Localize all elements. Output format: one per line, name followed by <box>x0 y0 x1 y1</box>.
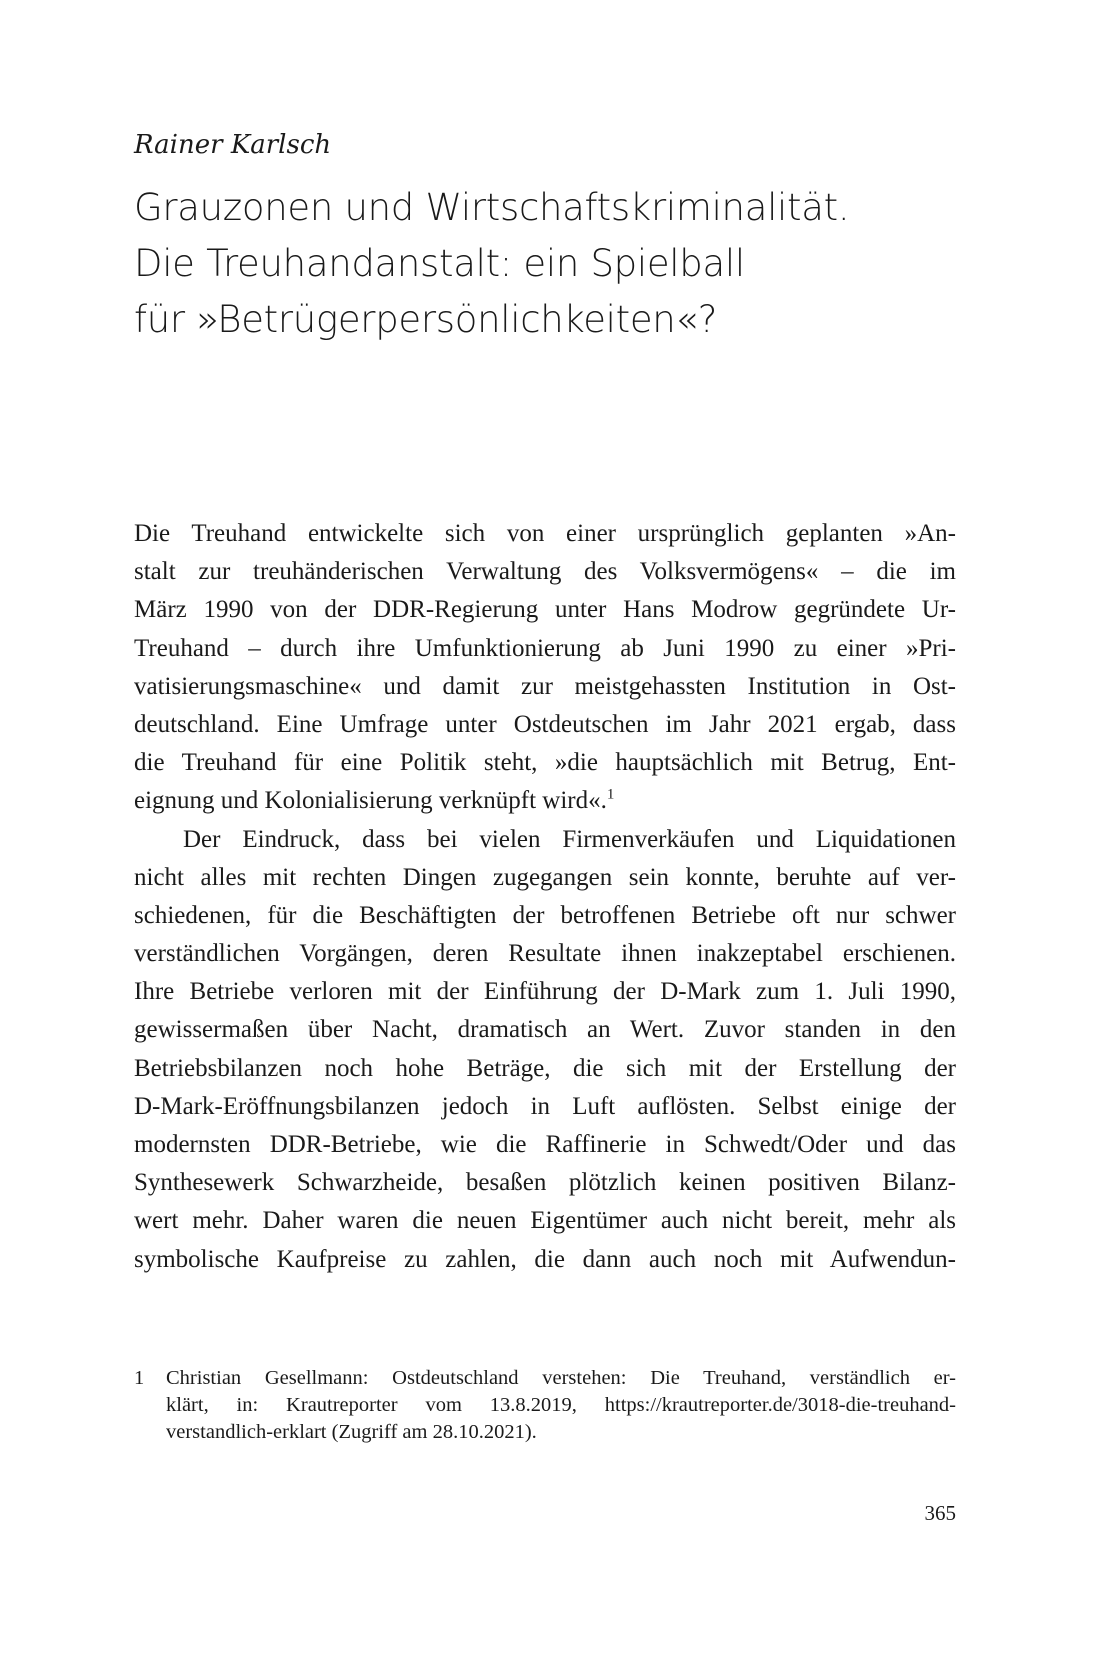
title-line: Die Treuhandanstalt: ein Spielball <box>134 242 745 285</box>
text-line: Die Treuhand entwickelte sich von einer ursprünglich geplanten »An- <box>134 520 956 547</box>
text-line: Betriebsbilanzen noch hohe Beträge, die sich mit der Erstellung der <box>134 1054 956 1082</box>
text-line <box>134 782 956 820</box>
footnote-line: Christian Gesellmann: Ostdeutschland verstehen: Die Treuhand, verständlich er- <box>166 1367 956 1389</box>
text-line: Der Eindruck, dass bei vielen Firmenverkäufen und Liquidationen <box>183 825 956 853</box>
body-text <box>134 515 956 1279</box>
text-line: deutschland. Eine Umfrage unter Ostdeutschen im Jahr 2021 ergab, dass <box>134 710 956 738</box>
text-line: Ihre Betriebe verloren mit der Einführung der D-Mark zum 1. Juli 1990, <box>134 978 956 1006</box>
text-line: nicht alles mit rechten Dingen zugegangen sein konnte, beruhte auf ver- <box>134 863 956 891</box>
text-line: Synthesewerk Schwarzheide, besaßen plötzlich keinen positiven Bilanz- <box>134 1169 956 1197</box>
title-line: Grauzonen und Wirtschaftskriminalität. <box>134 186 850 229</box>
text-line: wert mehr. Daher waren die neuen Eigentümer auch nicht bereit, mehr als <box>134 1207 956 1235</box>
footnote-text <box>166 1365 956 1446</box>
paragraph-1 <box>134 515 956 821</box>
footnote-line[interactable]: klärt, in: Krautreporter vom 13.8.2019, https://krautreporter.de/3018-die-treuhand- <box>166 1394 956 1416</box>
text-line: vatisierungsmaschine« und damit zur meistgehassten Institution in Ost- <box>134 672 956 700</box>
author-name: Rainer Karlsch <box>134 130 332 160</box>
footnote-line: verstandlich-erklart (Zugriff am 28.10.2021). <box>166 1421 537 1443</box>
text-line: verständlichen Vorgängen, deren Resultate ihnen inakzeptabel erschienen. <box>134 940 956 968</box>
text-line: modernsten DDR-Betriebe, wie die Raffinerie in Schwedt/Oder und das <box>134 1131 956 1158</box>
footnote-reference[interactable]: 1 <box>606 786 615 803</box>
footnote-number: 1 <box>134 1367 145 1389</box>
text-line: symbolische Kaufpreise zu zahlen, die dann auch noch mit Aufwendun- <box>134 1245 956 1273</box>
text-line: die Treuhand für eine Politik steht, »die hauptsächlich mit Betrug, Ent- <box>134 749 956 777</box>
text-line: D-Mark-Eröffnungsbilanzen jedoch in Luft auflösten. Selbst einige der <box>134 1092 956 1120</box>
text-line: März 1990 von der DDR-Regierung unter Hans Modrow gegründete Ur- <box>134 596 956 624</box>
text-line: gewissermaßen über Nacht, dramatisch an Wert. Zuvor standen in den <box>134 1016 956 1044</box>
footnote <box>134 1365 956 1446</box>
chapter-title <box>134 180 849 348</box>
page-number: 365 <box>924 1501 956 1525</box>
paragraph-2 <box>134 821 956 1279</box>
text-line: stalt zur treuhänderischen Verwaltung des Volksvermögens« – die im <box>134 558 956 586</box>
text-line-content: eignung und Kolonialisierung verknüpft wird«. <box>134 787 607 815</box>
text-line: schiedenen, für die Beschäftigten der betroffenen Betriebe oft nur schwer <box>134 901 956 929</box>
title-line: für »Betrügerpersönlichkeiten«? <box>134 298 718 341</box>
text-line: Treuhand – durch ihre Umfunktionierung ab Juni 1990 zu einer »Pri- <box>134 634 956 662</box>
